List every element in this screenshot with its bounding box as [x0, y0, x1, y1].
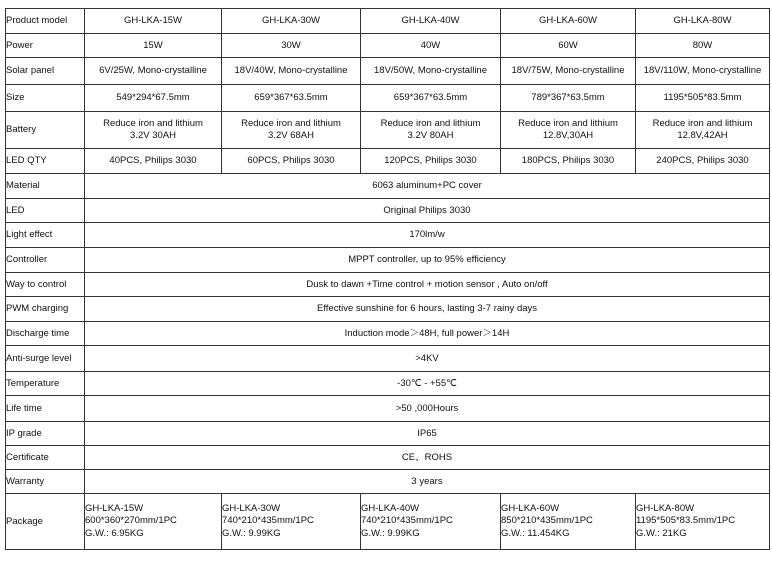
row-material	[6, 174, 770, 199]
label-way-to-control: Way to control	[6, 273, 85, 297]
label-power: Power	[6, 34, 85, 58]
row-temperature	[6, 372, 770, 396]
warranty-value: 3 years	[85, 470, 770, 494]
power-cell: 80W	[636, 34, 770, 58]
size-cell: 789*367*63.5mm	[501, 85, 636, 112]
label-solar-panel: Solar panel	[6, 58, 85, 85]
model-cell: GH-LKA-40W	[361, 9, 501, 34]
label-product-model: Product model	[6, 9, 85, 34]
led-qty-cell: 120PCS, Philips 3030	[361, 149, 501, 174]
label-life-time: Life time	[6, 396, 85, 422]
model-cell: GH-LKA-15W	[85, 9, 222, 34]
label-size: Size	[6, 85, 85, 112]
spec-sheet	[5, 8, 769, 550]
led-qty-cell: 180PCS, Philips 3030	[501, 149, 636, 174]
size-cell: 1195*505*83.5mm	[636, 85, 770, 112]
label-pwm-charging: PWM charging	[6, 297, 85, 322]
package-cell: GH-LKA-30W 740*210*435mm/1PC G.W.: 9.99KG	[222, 494, 361, 550]
row-product-model	[6, 9, 770, 34]
model-cell: GH-LKA-80W	[636, 9, 770, 34]
label-material: Material	[6, 174, 85, 199]
led-qty-cell: 60PCS, Philips 3030	[222, 149, 361, 174]
package-cell: GH-LKA-40W 740*210*435mm/1PC G.W.: 9.99KG	[361, 494, 501, 550]
spec-table	[5, 8, 770, 550]
solar-cell: 18V/110W, Mono-crystalline	[636, 58, 770, 85]
solar-cell: 18V/75W, Mono-crystalline	[501, 58, 636, 85]
row-controller	[6, 248, 770, 273]
solar-cell: 6V/25W, Mono-crystalline	[85, 58, 222, 85]
row-pwm-charging	[6, 297, 770, 322]
row-ip-grade	[6, 422, 770, 446]
package-cell: GH-LKA-60W 850*210*435mm/1PC G.W.: 11.454KG	[501, 494, 636, 550]
row-certificate	[6, 446, 770, 470]
row-life-time	[6, 396, 770, 422]
row-led-qty	[6, 149, 770, 174]
row-discharge-time	[6, 322, 770, 346]
power-cell: 15W	[85, 34, 222, 58]
power-cell: 30W	[222, 34, 361, 58]
life-time-value: >50 ,000Hours	[85, 396, 770, 422]
row-package	[6, 494, 770, 550]
ip-grade-value: IP65	[85, 422, 770, 446]
row-power	[6, 34, 770, 58]
label-ip-grade: IP grade	[6, 422, 85, 446]
power-cell: 60W	[501, 34, 636, 58]
temperature-value: -30℃ - +55℃	[85, 372, 770, 396]
led-qty-cell: 40PCS, Philips 3030	[85, 149, 222, 174]
battery-cell: Reduce iron and lithium 3.2V 30AH	[85, 112, 222, 149]
label-led: LED	[6, 199, 85, 223]
row-led	[6, 199, 770, 223]
anti-surge-value: >4KV	[85, 346, 770, 372]
label-discharge-time: Discharge time	[6, 322, 85, 346]
solar-cell: 18V/50W, Mono-crystalline	[361, 58, 501, 85]
label-battery: Battery	[6, 112, 85, 149]
battery-cell: Reduce iron and lithium 12.8V,42AH	[636, 112, 770, 149]
pwm-charging-value: Effective sunshine for 6 hours, lasting 3-7 rainy days	[85, 297, 770, 322]
row-anti-surge	[6, 346, 770, 372]
label-package: Package	[6, 494, 85, 550]
battery-cell: Reduce iron and lithium 3.2V 80AH	[361, 112, 501, 149]
label-led-qty: LED QTY	[6, 149, 85, 174]
row-solar-panel	[6, 58, 770, 85]
led-value: Original Philips 3030	[85, 199, 770, 223]
controller-value: MPPT controller, up to 95% efficiency	[85, 248, 770, 273]
certificate-value: CE、ROHS	[85, 446, 770, 470]
label-anti-surge: Anti-surge level	[6, 346, 85, 372]
row-size	[6, 85, 770, 112]
size-cell: 659*367*63.5mm	[222, 85, 361, 112]
material-value: 6063 aluminum+PC cover	[85, 174, 770, 199]
battery-cell: Reduce iron and lithium 3.2V 68AH	[222, 112, 361, 149]
size-cell: 659*367*63.5mm	[361, 85, 501, 112]
package-cell: GH-LKA-80W 1195*505*83.5mm/1PC G.W.: 21KG	[636, 494, 770, 550]
label-temperature: Temperature	[6, 372, 85, 396]
solar-cell: 18V/40W, Mono-crystalline	[222, 58, 361, 85]
label-warranty: Warranty	[6, 470, 85, 494]
model-cell: GH-LKA-60W	[501, 9, 636, 34]
discharge-time-value: Induction mode＞48H, full power＞14H	[85, 322, 770, 346]
row-battery	[6, 112, 770, 149]
led-qty-cell: 240PCS, Philips 3030	[636, 149, 770, 174]
size-cell: 549*294*67.5mm	[85, 85, 222, 112]
row-way-to-control	[6, 273, 770, 297]
battery-cell: Reduce iron and lithium 12.8V,30AH	[501, 112, 636, 149]
model-cell: GH-LKA-30W	[222, 9, 361, 34]
label-certificate: Certificate	[6, 446, 85, 470]
way-to-control-value: Dusk to dawn +Time control + motion sensor , Auto on/off	[85, 273, 770, 297]
light-effect-value: 170lm/w	[85, 223, 770, 248]
label-light-effect: Light effect	[6, 223, 85, 248]
package-cell: GH-LKA-15W 600*360*270mm/1PC G.W.: 6.95KG	[85, 494, 222, 550]
row-warranty	[6, 470, 770, 494]
power-cell: 40W	[361, 34, 501, 58]
row-light-effect	[6, 223, 770, 248]
label-controller: Controller	[6, 248, 85, 273]
